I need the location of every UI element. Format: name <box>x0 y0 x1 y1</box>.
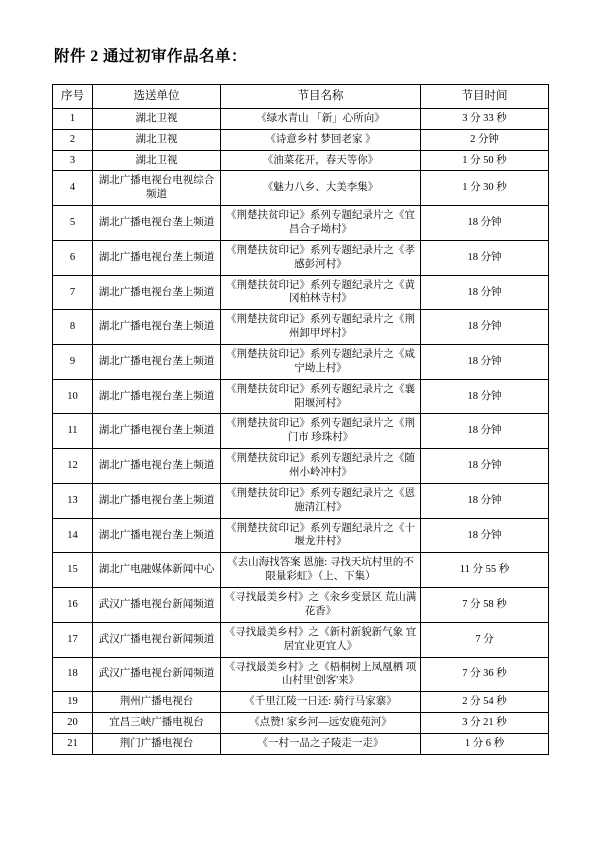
cell-unit: 湖北广播电视台电视综合频道 <box>93 171 221 206</box>
column-header-unit: 选送单位 <box>93 84 221 108</box>
cell-unit: 荆门广播电视台 <box>93 733 221 754</box>
table-row <box>53 518 549 553</box>
cell-duration: 18 分钟 <box>421 483 549 518</box>
cell-unit: 武汉广播电视台新闻频道 <box>93 588 221 623</box>
cell-index: 13 <box>53 483 93 518</box>
cell-unit: 武汉广播电视台新闻频道 <box>93 657 221 692</box>
table-row <box>53 553 549 588</box>
cell-program-name: 《荆楚扶贫印记》系列专题纪录片之《荆州卸甲坪村》 <box>221 310 421 345</box>
cell-unit: 湖北卫视 <box>93 150 221 171</box>
column-header-index: 序号 <box>53 84 93 108</box>
table-row <box>53 622 549 657</box>
cell-index: 3 <box>53 150 93 171</box>
cell-duration: 7 分 36 秒 <box>421 657 549 692</box>
table-row <box>53 108 549 129</box>
cell-index: 20 <box>53 713 93 734</box>
cell-duration: 11 分 55 秒 <box>421 553 549 588</box>
cell-duration: 3 分 33 秒 <box>421 108 549 129</box>
cell-program-name: 《荆楚扶贫印记》系列专题纪录片之《孝感彭河村》 <box>221 240 421 275</box>
cell-duration: 18 分钟 <box>421 206 549 241</box>
table-row <box>53 379 549 414</box>
cell-program-name: 《千里江陵一日还: 骑行马家寨》 <box>221 692 421 713</box>
table-row <box>53 449 549 484</box>
cell-duration: 3 分 21 秒 <box>421 713 549 734</box>
cell-unit: 湖北广播电视台垄上频道 <box>93 206 221 241</box>
cell-program-name: 《荆楚扶贫印记》系列专题纪录片之《黄冈柏林寺村》 <box>221 275 421 310</box>
cell-duration: 18 分钟 <box>421 379 549 414</box>
cell-duration: 18 分钟 <box>421 449 549 484</box>
cell-index: 17 <box>53 622 93 657</box>
cell-index: 18 <box>53 657 93 692</box>
table-row <box>53 345 549 380</box>
cell-program-name: 《寻找最美乡村》之《梧桐树上凤凰栖 项山村里'创客'来》 <box>221 657 421 692</box>
cell-index: 16 <box>53 588 93 623</box>
page-title: 附件 2 通过初审作品名单： <box>54 48 248 65</box>
cell-unit: 湖北广播电视台垄上频道 <box>93 414 221 449</box>
cell-index: 5 <box>53 206 93 241</box>
table-row <box>53 713 549 734</box>
cell-unit: 湖北广播电视台垄上频道 <box>93 275 221 310</box>
cell-unit: 湖北广播电视台垄上频道 <box>93 449 221 484</box>
cell-program-name: 《荆楚扶贫印记》系列专题纪录片之《宜昌合子坳村》 <box>221 206 421 241</box>
cell-index: 21 <box>53 733 93 754</box>
cell-unit: 湖北广播电视台垄上频道 <box>93 240 221 275</box>
cell-index: 4 <box>53 171 93 206</box>
cell-duration: 1 分 50 秒 <box>421 150 549 171</box>
cell-program-name: 《寻找最美乡村》之《汆乡变景区 荒山满花香》 <box>221 588 421 623</box>
cell-duration: 1 分 6 秒 <box>421 733 549 754</box>
cell-duration: 7 分 <box>421 622 549 657</box>
table-row <box>53 150 549 171</box>
cell-unit: 湖北广播电视台垄上频道 <box>93 310 221 345</box>
table-row <box>53 275 549 310</box>
cell-duration: 18 分钟 <box>421 310 549 345</box>
cell-program-name: 《点赞! 家乡河—远安鹿苑河》 <box>221 713 421 734</box>
cell-program-name: 《一村一品之子陵走一走》 <box>221 733 421 754</box>
cell-program-name: 《荆楚扶贫印记》系列专题纪录片之《襄阳堰河村》 <box>221 379 421 414</box>
cell-duration: 18 分钟 <box>421 345 549 380</box>
column-header-time: 节目时间 <box>421 84 549 108</box>
table-row <box>53 692 549 713</box>
cell-program-name: 《荆楚扶贫印记》系列专题纪录片之《十堰龙井村》 <box>221 518 421 553</box>
cell-duration: 18 分钟 <box>421 240 549 275</box>
cell-index: 11 <box>53 414 93 449</box>
cell-program-name: 《去山海找答案 恩施: 寻找天坑村里的不限量彩虹》（上、下集） <box>221 553 421 588</box>
cell-unit: 湖北广播电视台垄上频道 <box>93 345 221 380</box>
cell-program-name: 《寻找最美乡村》之《新村新貌新气象 宜居宜业更宜人》 <box>221 622 421 657</box>
cell-index: 8 <box>53 310 93 345</box>
cell-index: 1 <box>53 108 93 129</box>
cell-index: 9 <box>53 345 93 380</box>
table-row <box>53 733 549 754</box>
table-row <box>53 483 549 518</box>
cell-duration: 7 分 58 秒 <box>421 588 549 623</box>
cell-program-name: 《荆楚扶贫印记》系列专题纪录片之《恩施清江村》 <box>221 483 421 518</box>
cell-unit: 湖北广播电视台垄上频道 <box>93 483 221 518</box>
cell-unit: 湖北广播电视台垄上频道 <box>93 518 221 553</box>
cell-duration: 18 分钟 <box>421 275 549 310</box>
table-row <box>53 206 549 241</box>
table-header-row <box>53 84 549 108</box>
cell-program-name: 《诗意乡村 梦回老家 》 <box>221 129 421 150</box>
cell-index: 6 <box>53 240 93 275</box>
cell-index: 15 <box>53 553 93 588</box>
cell-unit: 湖北广播电视台垄上频道 <box>93 379 221 414</box>
cell-program-name: 《荆楚扶贫印记》系列专题纪录片之《咸宁坳上村》 <box>221 345 421 380</box>
cell-duration: 18 分钟 <box>421 414 549 449</box>
cell-index: 19 <box>53 692 93 713</box>
table-row <box>53 414 549 449</box>
table-body <box>53 108 549 754</box>
column-header-name: 节目名称 <box>221 84 421 108</box>
cell-index: 12 <box>53 449 93 484</box>
cell-index: 10 <box>53 379 93 414</box>
cell-program-name: 《魅力八乡、大美李集》 <box>221 171 421 206</box>
cell-program-name: 《荆楚扶贫印记》系列专题纪录片之《随州小岭冲村》 <box>221 449 421 484</box>
cell-duration: 18 分钟 <box>421 518 549 553</box>
table-row <box>53 171 549 206</box>
table-row <box>53 588 549 623</box>
cell-unit: 武汉广播电视台新闻频道 <box>93 622 221 657</box>
cell-program-name: 《荆楚扶贫印记》系列专题纪录片之《荆门市 珍珠村》 <box>221 414 421 449</box>
cell-unit: 湖北卫视 <box>93 108 221 129</box>
cell-program-name: 《绿水青山 「新」心所向》 <box>221 108 421 129</box>
cell-index: 2 <box>53 129 93 150</box>
table-row <box>53 240 549 275</box>
program-list-table <box>52 84 549 755</box>
cell-duration: 2 分 54 秒 <box>421 692 549 713</box>
cell-unit: 湖北广电融媒体新闻中心 <box>93 553 221 588</box>
cell-index: 14 <box>53 518 93 553</box>
cell-index: 7 <box>53 275 93 310</box>
cell-unit: 荆州广播电视台 <box>93 692 221 713</box>
table-row <box>53 657 549 692</box>
cell-unit: 宜昌三峡广播电视台 <box>93 713 221 734</box>
cell-duration: 2 分钟 <box>421 129 549 150</box>
cell-unit: 湖北卫视 <box>93 129 221 150</box>
table-header <box>53 84 549 108</box>
cell-duration: 1 分 30 秒 <box>421 171 549 206</box>
table-row <box>53 310 549 345</box>
table-row <box>53 129 549 150</box>
cell-program-name: 《油菜花开，春天等你》 <box>221 150 421 171</box>
